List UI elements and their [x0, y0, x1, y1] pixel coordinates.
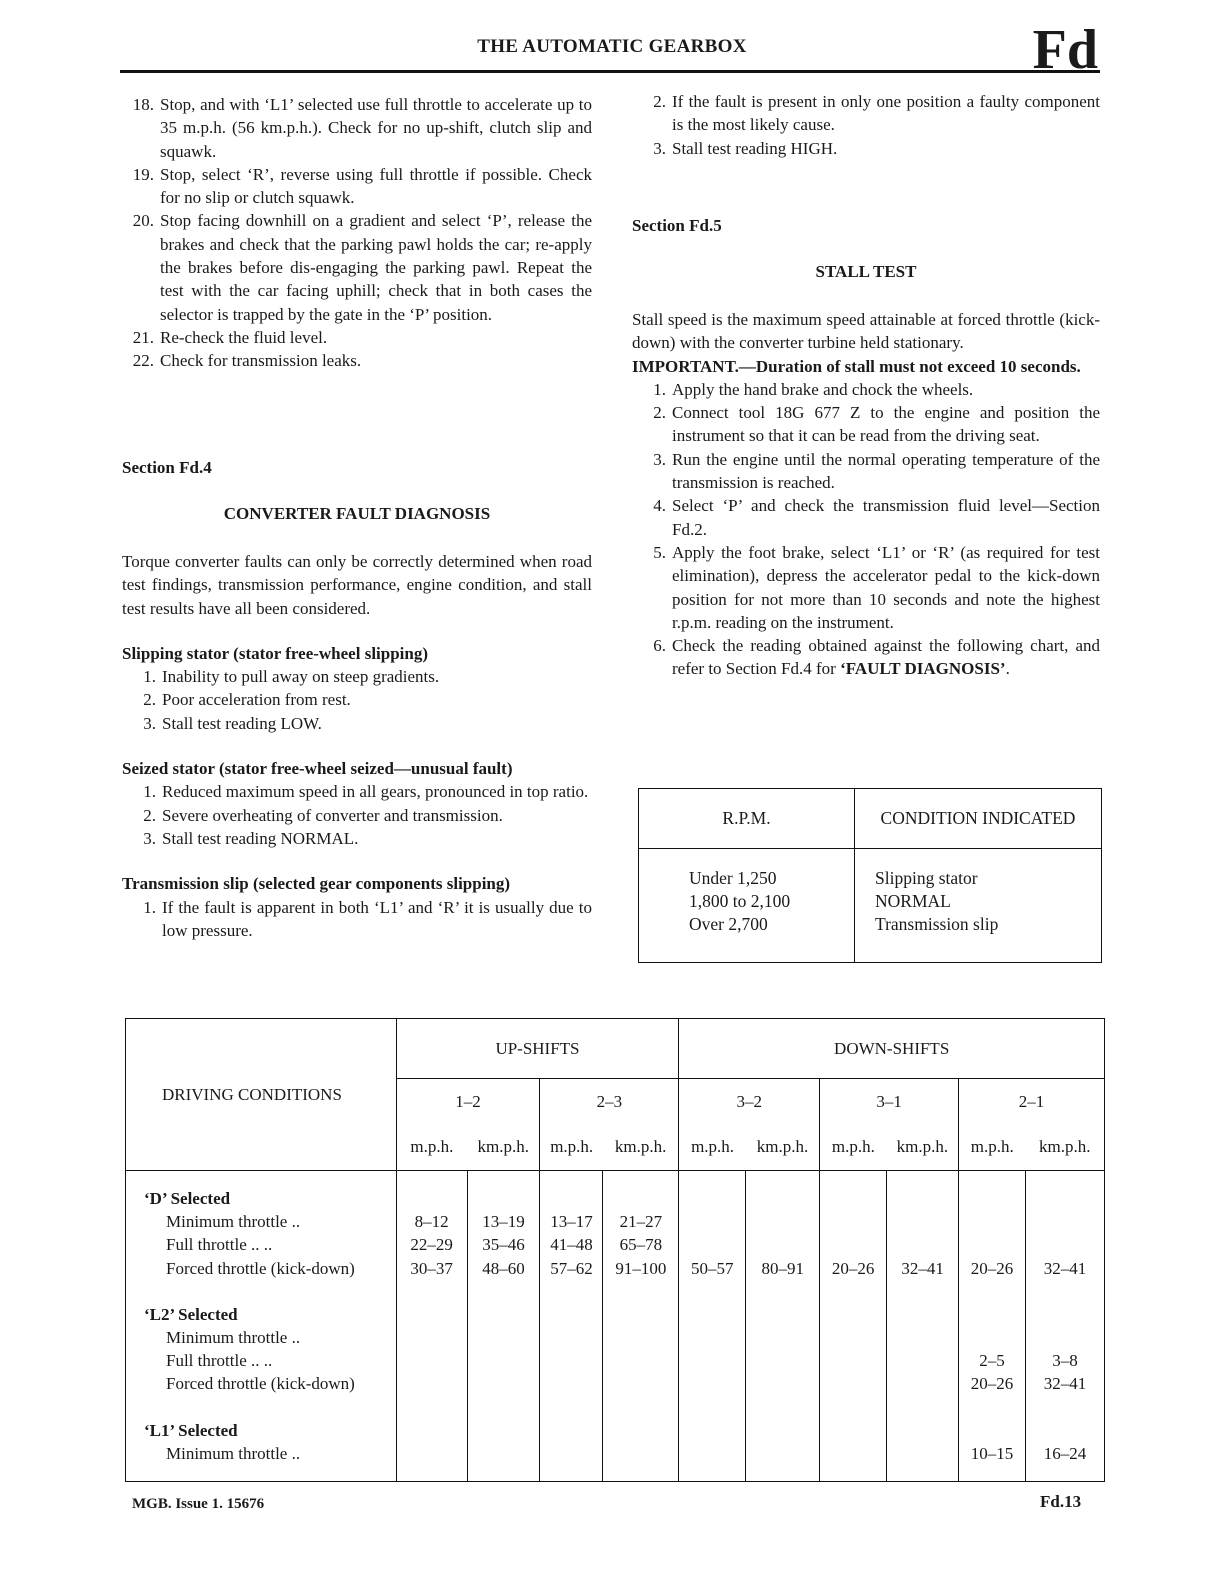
section-fd5-title: STALL TEST: [815, 262, 917, 281]
speed-value: [820, 1233, 886, 1256]
speed-value: 20–26: [970, 1374, 1014, 1394]
unit-mph: m.p.h.: [679, 1125, 746, 1171]
speed-value: [746, 1349, 819, 1372]
unit-kmph: km.p.h.: [746, 1125, 820, 1171]
condition-label: Forced throttle (kick-down): [166, 1374, 355, 1394]
section-fd4-label: Section Fd.4: [122, 458, 212, 477]
list-item: 2. Poor acceleration from rest.: [143, 690, 351, 710]
speed-value: [468, 1326, 540, 1349]
speed-column: [603, 1171, 679, 1482]
unit-mph: m.p.h.: [959, 1125, 1026, 1171]
right-column-continued: [632, 90, 1100, 160]
speed-value: 41–48: [550, 1235, 593, 1255]
condition-label: Minimum throttle ..: [166, 1328, 301, 1348]
speed-value: [603, 1349, 678, 1372]
shift-table-body: [126, 1171, 1105, 1482]
speed-value: [887, 1349, 958, 1372]
speed-value: [959, 1210, 1025, 1233]
speed-value: [468, 1372, 540, 1395]
up-shifts-header: UP-SHIFTS: [396, 1019, 679, 1079]
section-fd5-label: Section Fd.5: [632, 216, 722, 235]
footer-issue: MGB. Issue 1. 15676: [132, 1496, 265, 1512]
speed-value: [603, 1442, 678, 1465]
footer-page-number: Fd.13: [1040, 1492, 1082, 1511]
fault-heading-transmission-slip: Transmission slip (selected gear components slipping): [122, 874, 511, 894]
list-item: 20. Stop facing downhill on a gradient and select ‘P’, release the brakes and check that the parking pawl holds the car; re-apply the brakes before dis-engaging the parking pawl. Repeat the test with the car facing uphill; check that in both cases the selector is trapped by the gate in the ‘P’ position.: [132, 211, 592, 324]
speed-value: [746, 1372, 819, 1395]
list-item: 22. Check for transmission leaks.: [132, 351, 362, 371]
speed-value: [820, 1349, 886, 1372]
unit-kmph: km.p.h.: [467, 1125, 540, 1171]
shift-3-1: 3–1: [820, 1079, 959, 1125]
list-item: 5. Apply the foot brake, select ‘L1’ or ‘R’ (as required for test elimination), depress the accelerator pedal to the kick-down position for not more than 10 seconds and note the highest r.p.m. reading on the instrument.: [653, 542, 1100, 632]
shift-3-2: 3–2: [679, 1079, 820, 1125]
speed-value: [540, 1442, 602, 1465]
speed-value: [746, 1233, 819, 1256]
rpm-table: [638, 788, 1102, 963]
speed-value: [397, 1372, 467, 1395]
speed-value: [679, 1349, 745, 1372]
unit-mph: m.p.h.: [396, 1125, 467, 1171]
list-item: 1. If the fault is apparent in both ‘L1’ and ‘R’ it is usually due to low pressure.: [143, 897, 592, 940]
speed-column: [1025, 1171, 1104, 1482]
speed-value: 16–24: [1043, 1443, 1087, 1463]
condition-value: Slipping stator: [875, 868, 978, 888]
speed-value: 20–26: [970, 1258, 1014, 1278]
unit-mph: m.p.h.: [540, 1125, 603, 1171]
road-test-steps: [120, 93, 592, 373]
speed-value: [679, 1210, 745, 1233]
speed-value: [397, 1442, 467, 1465]
section-fd5-body: [632, 308, 1100, 681]
speed-value: 57–62: [550, 1258, 593, 1278]
speed-value: [603, 1372, 678, 1395]
speed-column: [959, 1171, 1026, 1482]
speed-value: 32–41: [1043, 1258, 1087, 1278]
list-item: 21. Re-check the fluid level.: [132, 327, 328, 347]
speed-value: 3–8: [1052, 1351, 1078, 1371]
speed-value: [746, 1210, 819, 1233]
speed-value: 30–37: [410, 1258, 453, 1278]
speed-value: [820, 1326, 886, 1349]
speed-value: 80–91: [761, 1258, 804, 1278]
shift-speed-table: [125, 1018, 1105, 1482]
speed-value: [540, 1372, 602, 1395]
speed-value: 22–29: [410, 1235, 453, 1255]
speed-value: [1026, 1326, 1104, 1349]
speed-value: 32–41: [901, 1258, 944, 1278]
list-item: 2. If the fault is present in only one position a faulty component is the most likely cause.: [653, 92, 1100, 135]
speed-value: [679, 1233, 745, 1256]
speed-value: [540, 1326, 602, 1349]
speed-value: [887, 1442, 958, 1465]
speed-value: [820, 1372, 886, 1395]
fault-list-seized: [122, 780, 592, 850]
list-item: 4. Select ‘P’ and check the transmission fluid level—Section Fd.2.: [653, 496, 1100, 539]
speed-value: [887, 1233, 958, 1256]
rpm-value: Over 2,700: [689, 914, 768, 934]
speed-value: 65–78: [619, 1235, 663, 1255]
speed-value: [679, 1326, 745, 1349]
left-column: [120, 93, 592, 373]
speed-value: [1026, 1233, 1104, 1256]
speed-value: [679, 1372, 745, 1395]
speed-value: 48–60: [482, 1258, 525, 1278]
speed-value: [887, 1372, 958, 1395]
chapter-code: Fd: [1032, 19, 1098, 81]
condition-values: [855, 849, 1102, 963]
speed-column: [746, 1171, 820, 1482]
section-fd5-intro: Stall speed is the maximum speed attainable at forced throttle (kick-down) with the converter turbine held stationary.: [632, 310, 1100, 353]
speed-column: [820, 1171, 887, 1482]
speed-value: [959, 1233, 1025, 1256]
speed-value: [1026, 1210, 1104, 1233]
list-item: 18. Stop, and with ‘L1’ selected use full throttle to accelerate up to 35 m.p.h. (56 km.p.h.). Check for no up-shift, clutch slip and squawk.: [132, 95, 592, 161]
speed-column: [467, 1171, 540, 1482]
list-item: 1. Reduced maximum speed in all gears, pronounced in top ratio.: [143, 782, 589, 802]
speed-value: 91–100: [615, 1258, 667, 1278]
fault-list-continued: [632, 90, 1100, 160]
unit-kmph: km.p.h.: [1025, 1125, 1104, 1171]
shift-2-1: 2–1: [959, 1079, 1105, 1125]
speed-value: [746, 1326, 819, 1349]
speed-value: [397, 1326, 467, 1349]
rpm-values: [639, 849, 855, 963]
speed-value: [959, 1326, 1025, 1349]
speed-value: 2–5: [979, 1351, 1005, 1371]
list-item: 3. Stall test reading NORMAL.: [143, 828, 359, 848]
speed-column: [679, 1171, 746, 1482]
unit-kmph: km.p.h.: [887, 1125, 959, 1171]
speed-column: [540, 1171, 603, 1482]
header-rule: [120, 70, 1100, 73]
speed-value: [603, 1326, 678, 1349]
shift-2-3: 2–3: [540, 1079, 679, 1125]
condition-label: Full throttle .. ..: [166, 1235, 273, 1255]
speed-value: [468, 1442, 540, 1465]
condition-label: Forced throttle (kick-down): [166, 1258, 355, 1278]
speed-value: 20–26: [831, 1258, 875, 1278]
condition-header: CONDITION INDICATED: [855, 789, 1102, 849]
section-fd4-title: CONVERTER FAULT DIAGNOSIS: [223, 504, 491, 523]
rpm-table-header: [639, 789, 1102, 849]
speed-value: [468, 1349, 540, 1372]
speed-value: [887, 1210, 958, 1233]
section-fd4-body: [122, 550, 592, 942]
list-item: 3. Stall test reading HIGH.: [653, 138, 838, 158]
speed-value: 13–19: [482, 1212, 525, 1232]
speed-column: [887, 1171, 959, 1482]
speed-value: [679, 1442, 745, 1465]
fault-heading-slipping: Slipping stator (stator free-wheel slipping): [122, 643, 429, 663]
condition-label: Minimum throttle ..: [166, 1212, 301, 1232]
speed-value: 35–46: [482, 1235, 525, 1255]
down-shifts-header: DOWN-SHIFTS: [679, 1019, 1105, 1079]
condition-label: Full throttle .. ..: [166, 1351, 273, 1371]
section-fd5-important: IMPORTANT.—Duration of stall must not exceed 10 seconds.: [632, 356, 1081, 376]
rpm-table-body: [639, 849, 1102, 963]
speed-value: [397, 1349, 467, 1372]
list-item: 3. Stall test reading LOW.: [143, 713, 322, 733]
list-item: 2. Severe overheating of converter and transmission.: [143, 805, 503, 825]
list-item: 1. Apply the hand brake and chock the wheels.: [653, 379, 974, 399]
group-label-l2: ‘L2’ Selected: [144, 1304, 238, 1324]
condition-value: Transmission slip: [875, 914, 999, 934]
condition-label: Minimum throttle ..: [166, 1443, 301, 1463]
list-item: 6. Check the reading obtained against the following chart, and refer to Section Fd.4 for ‘FAULT DIAGNOSIS’.: [653, 636, 1100, 679]
speed-value: 13–17: [550, 1212, 593, 1232]
speed-value: 8–12: [414, 1212, 449, 1232]
speed-value: 32–41: [1043, 1374, 1087, 1394]
speed-value: [746, 1442, 819, 1465]
rpm-value: 1,800 to 2,100: [689, 891, 791, 911]
driving-conditions-list: [126, 1171, 397, 1482]
list-item: 3. Run the engine until the normal operating temperature of the transmission is reached.: [653, 449, 1100, 493]
unit-mph: m.p.h.: [820, 1125, 887, 1171]
list-item: 2. Connect tool 18G 677 Z to the engine and position the instrument so that it can be read from the driving seat.: [653, 403, 1100, 446]
unit-kmph: km.p.h.: [603, 1125, 679, 1171]
group-label-d: ‘D’ Selected: [144, 1189, 231, 1208]
condition-value: NORMAL: [875, 891, 951, 911]
list-item: 1. Inability to pull away on steep gradients.: [143, 667, 440, 687]
list-item: 19. Stop, select ‘R’, reverse using full throttle if possible. Check for no slip or clutch squawk.: [132, 164, 592, 208]
fault-list-transmission-slip: [122, 896, 592, 943]
speed-value: [820, 1442, 886, 1465]
driving-conditions-header: DRIVING CONDITIONS: [126, 1019, 397, 1171]
rpm-header: R.P.M.: [639, 789, 855, 849]
stall-test-steps: [632, 378, 1100, 681]
speed-value: 21–27: [619, 1212, 663, 1232]
speed-column: [396, 1171, 467, 1482]
section-fd4-intro: Torque converter faults can only be correctly determined when road test findings, transmission performance, engine condition, and stall test results have all been considered.: [122, 552, 592, 618]
speed-value: [540, 1349, 602, 1372]
page-title: THE AUTOMATIC GEARBOX: [477, 36, 747, 57]
fault-list-slipping: [122, 665, 592, 735]
shift-1-2: 1–2: [396, 1079, 540, 1125]
speed-value: 50–57: [691, 1258, 734, 1278]
fault-heading-seized: Seized stator (stator free-wheel seized—unusual fault): [122, 759, 513, 779]
speed-value: [887, 1326, 958, 1349]
speed-value: [820, 1210, 886, 1233]
rpm-value: Under 1,250: [689, 868, 777, 888]
group-label-l1: ‘L1’ Selected: [144, 1420, 238, 1440]
speed-value: 10–15: [970, 1443, 1014, 1463]
